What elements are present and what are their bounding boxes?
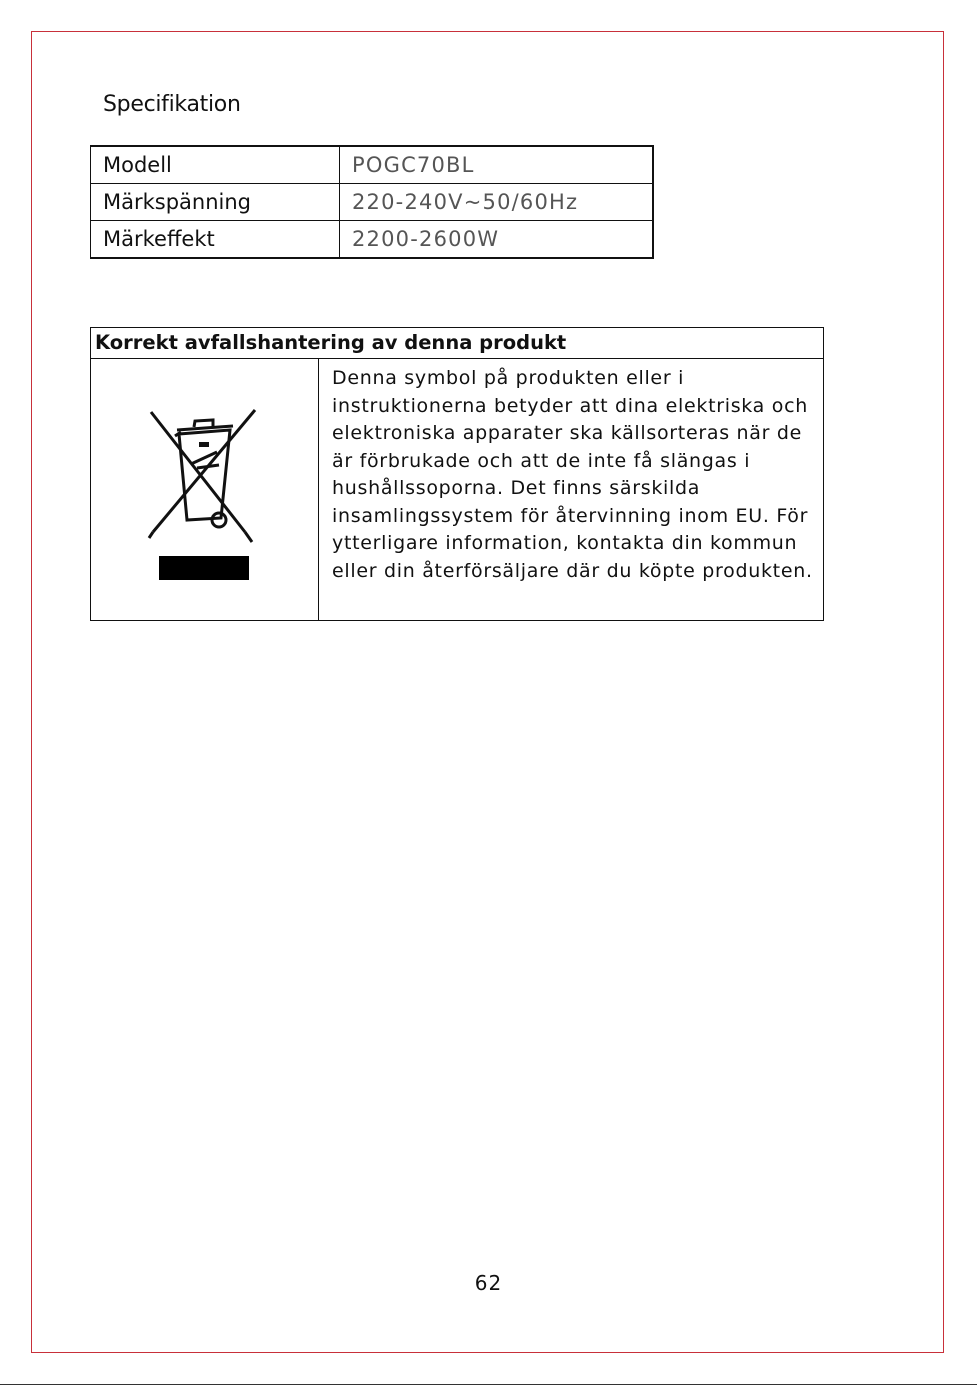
crossed-out-wheelie-bin-icon <box>147 402 257 587</box>
spec-value: 220-240V~50/60Hz <box>340 184 654 221</box>
section-title: Specifikation <box>103 92 241 117</box>
spec-value: 2200-2600W <box>340 221 654 259</box>
disposal-icon-cell <box>91 359 319 621</box>
spec-value: POGC70BL <box>340 146 654 184</box>
table-row <box>91 328 824 359</box>
page-number: 62 <box>474 1271 503 1295</box>
bottom-rule <box>0 1384 977 1385</box>
disposal-heading: Korrekt avfallshantering av denna produkt <box>91 328 824 359</box>
spec-label: Märkeffekt <box>91 221 340 259</box>
table-row <box>91 221 654 259</box>
table-row <box>91 184 654 221</box>
disposal-table <box>90 327 824 621</box>
spec-label: Modell <box>91 146 340 184</box>
table-row <box>91 359 824 621</box>
table-row <box>91 146 654 184</box>
disposal-text: Denna symbol på produkten eller i instruktionerna betyder att dina elektriska och elektroniska apparater ska källsorteras när de är förbrukade och att de inte få slängas i hushållssoporna. Det finns särskilda insamlingssystem för återvinning inom EU. För ytterligare information, kontakta din kommun eller din återförsäljare där du köpte produkten. <box>319 359 824 621</box>
spec-label: Märkspänning <box>91 184 340 221</box>
spec-table <box>90 145 654 259</box>
